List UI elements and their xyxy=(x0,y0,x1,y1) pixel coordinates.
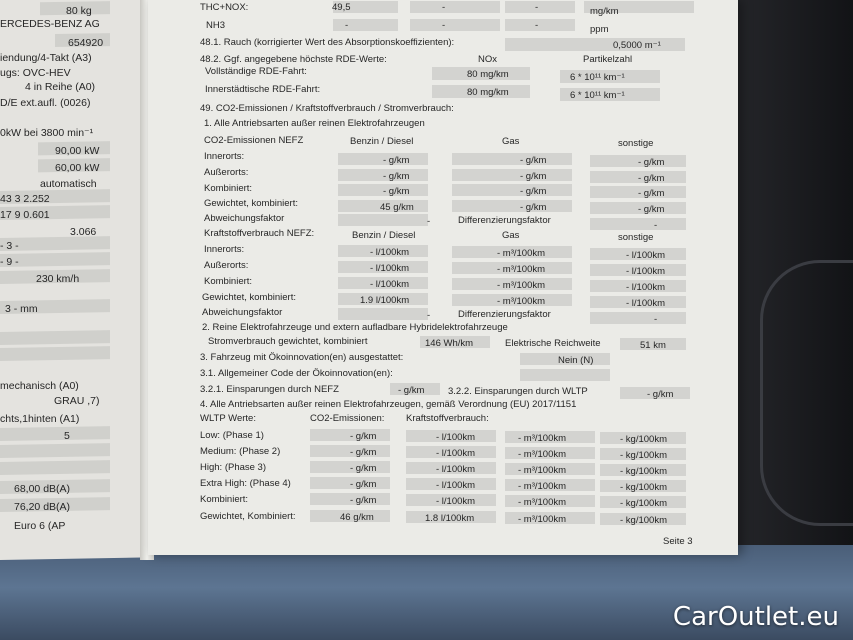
document-text: 4. Alle Antriebsarten außer reinen Elektrofahrzeugen, gemäß Verordnung (EU) 2017/1151 xyxy=(200,399,577,410)
document-text: - xyxy=(427,310,431,321)
document-text: - g/km xyxy=(638,173,665,184)
document-text: Benzin / Diesel xyxy=(352,230,416,241)
document-text: Abweichungsfaktor xyxy=(204,213,285,224)
document-text: Kraftstoffverbrauch NEFZ: xyxy=(204,228,315,239)
document-text: Nein (N) xyxy=(558,355,594,366)
document-text: Gas xyxy=(502,230,520,241)
document-text: - g/km xyxy=(638,157,665,168)
left-page-line: 17 9 0.601 xyxy=(0,209,50,221)
document-text: - m³/100km xyxy=(518,514,567,525)
document-text: Differenzierungsfaktor xyxy=(458,309,551,320)
document-text: - m³/100km xyxy=(518,465,567,476)
left-page-line: 76,20 dB(A) xyxy=(14,501,71,513)
document-text: WLTP Werte: xyxy=(200,413,256,424)
document-text: - l/100km xyxy=(626,298,666,309)
document-text: Elektrische Reichweite xyxy=(505,338,601,349)
document-text: - g/km xyxy=(520,186,547,197)
document-text: - g/km xyxy=(638,204,665,215)
left-page-line: 68,00 dB(A) xyxy=(14,483,71,495)
left-page-line: 3 - mm xyxy=(5,303,38,315)
document-text: Benzin / Diesel xyxy=(350,136,414,147)
document-text: - m³/100km xyxy=(497,248,546,259)
document-text: - m³/100km xyxy=(497,264,546,275)
document-text: - m³/100km xyxy=(497,280,546,291)
document-text: 80 mg/km xyxy=(467,87,509,98)
document-text: - g/km xyxy=(383,186,410,197)
document-text: CO2-Emissionen: xyxy=(310,413,385,424)
document-text: Kombiniert: xyxy=(200,494,249,505)
document-text: - l/100km xyxy=(436,464,476,475)
value-field-box xyxy=(452,200,572,212)
document-text: - g/km xyxy=(383,155,410,166)
document-text: - kg/100km xyxy=(620,450,667,461)
document-text: Partikelzahl xyxy=(583,54,633,65)
document-text: Abweichungsfaktor xyxy=(202,307,283,318)
document-text: - g/km xyxy=(350,431,377,442)
document-text: - kg/100km xyxy=(620,498,667,509)
document-text: 1.8 l/100km xyxy=(425,513,475,524)
document-text: 146 Wh/km xyxy=(425,338,474,349)
document-text: - xyxy=(654,314,658,325)
document-text: ppm xyxy=(590,24,609,35)
document-text: High: (Phase 3) xyxy=(200,462,267,473)
document-text: 48.1. Rauch (korrigierter Wert des Absorptionskoeffizienten): xyxy=(200,37,455,48)
document-text: Kraftstoffverbrauch: xyxy=(406,413,489,424)
document-text: - l/100km xyxy=(436,448,476,459)
document-text: - kg/100km xyxy=(620,515,667,526)
left-page-line: automatisch xyxy=(40,178,97,190)
document-text: Stromverbrauch gewichtet, kombiniert xyxy=(208,336,368,347)
document-text: Gewichtet, kombiniert: xyxy=(202,292,296,303)
document-text: - g/km xyxy=(350,479,377,490)
left-page-line: 654920 xyxy=(68,37,104,49)
document-text: 80 mg/km xyxy=(467,69,509,80)
document-text: sonstige xyxy=(618,138,654,149)
value-field-box xyxy=(0,330,110,345)
document-text: - l/100km xyxy=(436,432,476,443)
document-text: 2. Reine Elektrofahrzeuge und extern aufladbare Hybridelektrofahrzeuge xyxy=(202,322,508,333)
document-text: - kg/100km xyxy=(620,466,667,477)
document-text: - l/100km xyxy=(370,279,410,290)
document-text: Kombiniert: xyxy=(204,276,253,287)
document-text: - g/km xyxy=(350,495,377,506)
document-text: - l/100km xyxy=(626,282,666,293)
value-field-box xyxy=(520,369,610,381)
document-text: Gewichtet, kombiniert: xyxy=(204,198,298,209)
left-page-line: 3.066 xyxy=(70,226,97,238)
left-page-line: ERCEDES-BENZ AG xyxy=(0,18,100,30)
document-text: - xyxy=(442,20,446,31)
left-page-line: 230 km/h xyxy=(36,273,80,285)
value-field-box xyxy=(338,308,431,321)
document-text: - xyxy=(535,20,539,31)
left-page-line: mechanisch (A0) xyxy=(0,380,79,392)
document-text: 0,5000 m⁻¹ xyxy=(613,40,661,51)
value-field-box xyxy=(590,218,686,230)
car-seat-edge xyxy=(760,260,853,526)
document-text: Außerorts: xyxy=(204,260,249,271)
document-text: 49. CO2-Emissionen / Kraftstoffverbrauch / Stromverbrauch: xyxy=(200,103,454,114)
document-text: - xyxy=(535,2,539,13)
document-text: - g/km xyxy=(520,155,547,166)
value-field-box xyxy=(0,443,110,458)
document-text: 6 * 10¹¹ km⁻¹ xyxy=(570,72,625,83)
value-field-box xyxy=(505,19,575,31)
document-text: - g/km xyxy=(520,171,547,182)
left-page-line: - 3 - xyxy=(0,240,19,252)
value-field-box xyxy=(452,169,572,181)
document-text: Kombiniert: xyxy=(204,183,253,194)
document-text: Innerorts: xyxy=(204,244,245,255)
document-text: - g/km xyxy=(350,447,377,458)
left-page-line: - 9 - xyxy=(0,256,19,268)
document-text: - kg/100km xyxy=(620,434,667,445)
document-text: - m³/100km xyxy=(497,296,546,307)
document-text: - g/km xyxy=(383,171,410,182)
document-text: Seite 3 xyxy=(663,536,693,547)
value-field-box xyxy=(0,426,110,441)
document-text: - m³/100km xyxy=(518,497,567,508)
document-text: - l/100km xyxy=(626,250,666,261)
left-page-line: D/E ext.aufl. (0026) xyxy=(0,97,91,109)
left-page-line: 43 3 2.252 xyxy=(0,193,50,205)
document-text: 46 g/km xyxy=(340,512,374,523)
document-text: Differenzierungsfaktor xyxy=(458,215,551,226)
document-text: - l/100km xyxy=(370,247,410,258)
value-field-box xyxy=(333,19,398,31)
left-page-line: 4 in Reihe (A0) xyxy=(25,81,96,93)
left-page-line: ugs: OVC-HEV xyxy=(0,67,71,79)
document-text: - kg/100km xyxy=(620,482,667,493)
document-text: Vollständige RDE-Fahrt: xyxy=(205,66,307,77)
value-field-box xyxy=(452,184,572,196)
document-text: - l/100km xyxy=(436,496,476,507)
document-text: 3.2.1. Einsparungen durch NEFZ xyxy=(200,384,339,395)
document-text: Gewichtet, Kombiniert: xyxy=(200,511,296,522)
document-text: Innerstädtische RDE-Fahrt: xyxy=(205,84,321,95)
document-text: NH3 xyxy=(206,20,226,31)
document-text: Medium: (Phase 2) xyxy=(200,446,281,457)
document-text: Außerorts: xyxy=(204,167,249,178)
document-text: - m³/100km xyxy=(518,449,567,460)
document-text: 49,5 xyxy=(332,2,351,13)
document-text: - l/100km xyxy=(626,266,666,277)
document-text: - xyxy=(345,20,349,31)
value-field-box xyxy=(410,1,500,13)
document-text: - m³/100km xyxy=(518,481,567,492)
document-text: Low: (Phase 1) xyxy=(200,430,264,441)
document-text: 3.2.2. Einsparungen durch WLTP xyxy=(448,386,588,397)
left-page-line: 5 xyxy=(64,430,70,442)
document-text: Innerorts: xyxy=(204,151,245,162)
document-text: 3.1. Allgemeiner Code der Ökoinnovation(en): xyxy=(200,368,393,379)
document-text: - m³/100km xyxy=(518,433,567,444)
document-text: - g/km xyxy=(647,389,674,400)
document-text: THC+NOX: xyxy=(200,2,249,13)
left-page-line: GRAU ,7) xyxy=(54,395,100,407)
document-text: - l/100km xyxy=(436,480,476,491)
document-text: Gas xyxy=(502,136,520,147)
document-text: Extra High: (Phase 4) xyxy=(200,478,291,489)
document-text: - g/km xyxy=(520,202,547,213)
value-field-box xyxy=(452,153,572,165)
document-text: - xyxy=(654,220,658,231)
left-page-line: 60,00 kW xyxy=(55,162,100,174)
value-field-box xyxy=(410,19,500,31)
document-text: NOx xyxy=(478,54,497,65)
document-text: CO2-Emissionen NEFZ xyxy=(204,135,304,146)
value-field-box xyxy=(338,214,431,227)
document-text: sonstige xyxy=(618,232,654,243)
value-field-box xyxy=(0,346,110,361)
document-text: 3. Fahrzeug mit Ökoinnovation(en) ausgestattet: xyxy=(200,352,404,363)
document-text: 48.2. Ggf. angegebene höchste RDE-Werte: xyxy=(200,54,387,65)
left-page-line: 90,00 kW xyxy=(55,145,100,157)
value-field-box xyxy=(505,1,575,13)
left-page-line: chts,1hinten (A1) xyxy=(0,413,80,425)
document-text: 1.9 l/100km xyxy=(360,295,410,306)
left-page-line: iendung/4-Takt (A3) xyxy=(0,52,92,64)
watermark: CarOutlet.eu xyxy=(672,602,839,632)
document-text: 6 * 10¹¹ km⁻¹ xyxy=(570,90,625,101)
document-text: - g/km xyxy=(638,188,665,199)
document-text: - g/km xyxy=(350,463,377,474)
value-field-box xyxy=(0,460,110,475)
document-text: 1. Alle Antriebsarten außer reinen Elektrofahrzeugen xyxy=(204,118,425,129)
document-text: - xyxy=(442,2,446,13)
document-text: - g/km xyxy=(398,385,425,396)
left-page-line: 0kW bei 3800 min⁻¹ xyxy=(0,127,94,139)
left-page-line: 80 kg xyxy=(66,5,92,17)
document-text: - xyxy=(427,216,431,227)
document-text: mg/km xyxy=(590,6,619,17)
document-text: 51 km xyxy=(640,340,666,351)
document-text: 45 g/km xyxy=(380,202,414,213)
value-field-box xyxy=(590,312,686,324)
document-text: - l/100km xyxy=(370,263,410,274)
left-page-line: Euro 6 (AP xyxy=(14,520,66,532)
